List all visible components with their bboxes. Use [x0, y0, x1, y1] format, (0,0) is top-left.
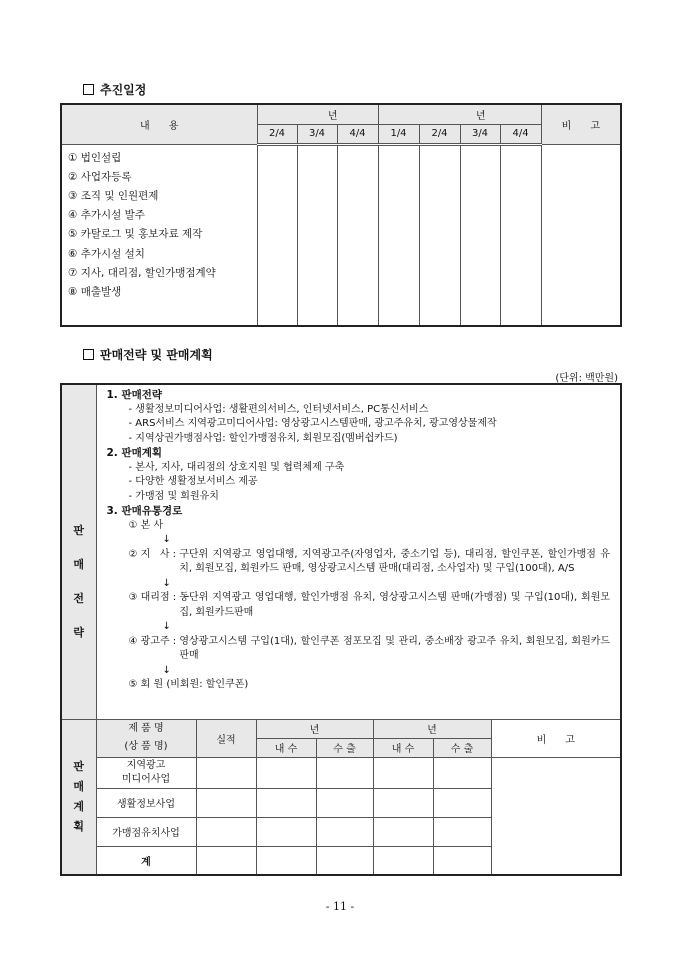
- list-item: ⑤ 카탈로그 및 홍보자료 제작: [68, 228, 203, 241]
- header-product: [96, 719, 196, 757]
- checkbox-square-icon: [83, 84, 94, 95]
- arrow-down-icon: ↓: [162, 664, 171, 676]
- channel-member: ⑤ 회 원 (비회원: 할인쿠폰): [128, 679, 249, 690]
- cell: [373, 846, 433, 875]
- cell: [433, 757, 491, 788]
- text: 미디어사업: [121, 773, 171, 785]
- heading: 1. 판매전략: [106, 389, 163, 401]
- cell: [256, 846, 316, 875]
- cell: [256, 817, 316, 846]
- cell: [316, 788, 373, 817]
- list-item: ⑥ 추가시설 설치: [68, 247, 145, 260]
- quarter: 3/4: [460, 124, 500, 144]
- list-item: - 가맹점 및 회원유치: [128, 490, 219, 502]
- list-item: - ARS서비스 지역광고미디어사업: 영상광고시스템판매, 광고주유치, 광고영상물제작: [128, 418, 497, 429]
- list-item: - 다양한 생활정보서비스 제공: [128, 476, 258, 487]
- strategy-side-label: [61, 384, 96, 719]
- quarter: 3/4: [297, 124, 337, 144]
- text: 동단위 지역광고 영업대행, 할인가맹점 유치, 영상광고시스템 판매(가맹점) 및 구입(10대), 회원모집, 회원카드판매: [179, 592, 611, 618]
- plan-side-label: [61, 719, 96, 875]
- text: 구단위 지역광고 영업대행, 지역광고주(자영업자, 중소기업 등), 대리점, 할인쿠폰, 할인가맹점 유치, 회원모집, 회원카드 판매, 영상광고시스템 판매(대리점, 소사업자) 및 구입(100대), A/S: [179, 548, 611, 574]
- channel-hq: ① 본 사: [128, 519, 164, 531]
- cell: [541, 144, 621, 326]
- cell: [373, 788, 433, 817]
- table-row: [61, 757, 621, 788]
- arrow-down-icon: ↓: [162, 577, 171, 589]
- side-char: 전: [73, 591, 85, 605]
- text: 영상광고시스템 구입(1대), 할인쿠폰 점포모집 및 관리, 중소배장 광고주 유치, 회원모집, 회원카드판매: [179, 635, 611, 661]
- cell: [196, 757, 256, 788]
- list-item: ① 법인설립: [68, 151, 122, 164]
- cell: [337, 144, 378, 326]
- heading: 2. 판매계획: [106, 447, 163, 459]
- cell: [373, 817, 433, 846]
- cell: [256, 757, 316, 788]
- product-name: 생활정보사업: [96, 788, 196, 817]
- cell: [433, 817, 491, 846]
- header-domestic: 내 수: [256, 738, 316, 757]
- text: 지역광고: [126, 759, 166, 771]
- side-char: 매: [73, 779, 85, 793]
- quarter: 2/4: [257, 124, 297, 144]
- strategy-content: [96, 384, 621, 719]
- channel-agency: [107, 591, 621, 620]
- cell: [316, 757, 373, 788]
- cell: [433, 846, 491, 875]
- label: ② 지 사 :: [128, 548, 180, 560]
- list-item: ② 사업자등록: [68, 170, 132, 183]
- title-text: 판매전략 및 판매계획: [100, 348, 213, 362]
- product-name: [96, 757, 196, 788]
- header-export: 수 출: [316, 738, 373, 757]
- label: ④ 광고주 :: [128, 635, 180, 647]
- text: (상 품 명): [124, 741, 168, 752]
- section-title-sales: [83, 346, 213, 363]
- quarter: 4/4: [500, 124, 541, 144]
- schedule-items: [61, 144, 257, 326]
- header-year2: 년: [378, 104, 541, 124]
- section-title-schedule: [83, 81, 146, 98]
- cell: [297, 144, 337, 326]
- cell: [257, 144, 297, 326]
- schedule-table: [60, 103, 622, 327]
- page-number: - 11 -: [325, 900, 355, 913]
- header-year2: 년: [373, 719, 491, 738]
- cell: [419, 144, 460, 326]
- side-char: 계: [73, 799, 85, 813]
- cell: [373, 757, 433, 788]
- header-note: 비 고: [541, 104, 621, 144]
- header-content: 내 용: [61, 104, 257, 144]
- note-cell: [491, 757, 621, 875]
- quarter: 4/4: [337, 124, 378, 144]
- side-char: 판: [73, 523, 85, 537]
- sales-table: [60, 383, 622, 876]
- arrow-down-icon: ↓: [162, 534, 171, 545]
- list-item: - 지역상권가맹점사업: 할인가맹점유치, 회원모집(멤버쉽카드): [128, 432, 398, 444]
- header-domestic: 내 수: [373, 738, 433, 757]
- list-item: ⑧ 매출발생: [68, 285, 122, 298]
- cell: [378, 144, 419, 326]
- unit-label: (단위: 백만원): [555, 373, 618, 384]
- cell: [196, 788, 256, 817]
- text: 제 품 명: [128, 723, 164, 734]
- arrow-down-icon: ↓: [162, 621, 171, 632]
- header-actual: 실적: [196, 719, 256, 757]
- header-note: 비 고: [491, 719, 621, 757]
- cell: [256, 788, 316, 817]
- header-year1: 년: [257, 104, 378, 124]
- cell: [196, 817, 256, 846]
- list-item: - 생활정보미디어사업: 생활편의서비스, 인터넷서비스, PC통신서비스: [128, 403, 429, 415]
- cell: [500, 144, 541, 326]
- list-item: ④ 추가시설 발주: [68, 209, 145, 222]
- cell: [316, 846, 373, 875]
- channel-advertiser: [107, 635, 621, 664]
- header-export: 수 출: [433, 738, 491, 757]
- title-text: 추진일정: [100, 83, 147, 97]
- label: ③ 대리점 :: [128, 592, 180, 603]
- cell: [196, 846, 256, 875]
- quarter: 1/4: [378, 124, 419, 144]
- checkbox-square-icon: [83, 349, 94, 360]
- total-label: 계: [96, 846, 196, 875]
- cell: [460, 144, 500, 326]
- side-char: 략: [73, 625, 85, 639]
- side-char: 획: [73, 819, 85, 833]
- list-item: - 본사, 지사, 대리점의 상호지원 및 협력체제 구축: [128, 461, 345, 473]
- cell: [433, 788, 491, 817]
- side-char: 매: [73, 557, 85, 571]
- side-char: 판: [73, 759, 85, 773]
- heading: 3. 판매유통경로: [106, 505, 183, 517]
- quarter: 2/4: [419, 124, 460, 144]
- list-item: ⑦ 지사, 대리점, 할인가맹점계약: [68, 266, 216, 279]
- list-item: ③ 조직 및 인원편제: [68, 189, 159, 202]
- product-name: 가맹점유치사업: [96, 817, 196, 846]
- cell: [316, 817, 373, 846]
- channel-branch: [107, 548, 621, 577]
- header-year1: 년: [256, 719, 373, 738]
